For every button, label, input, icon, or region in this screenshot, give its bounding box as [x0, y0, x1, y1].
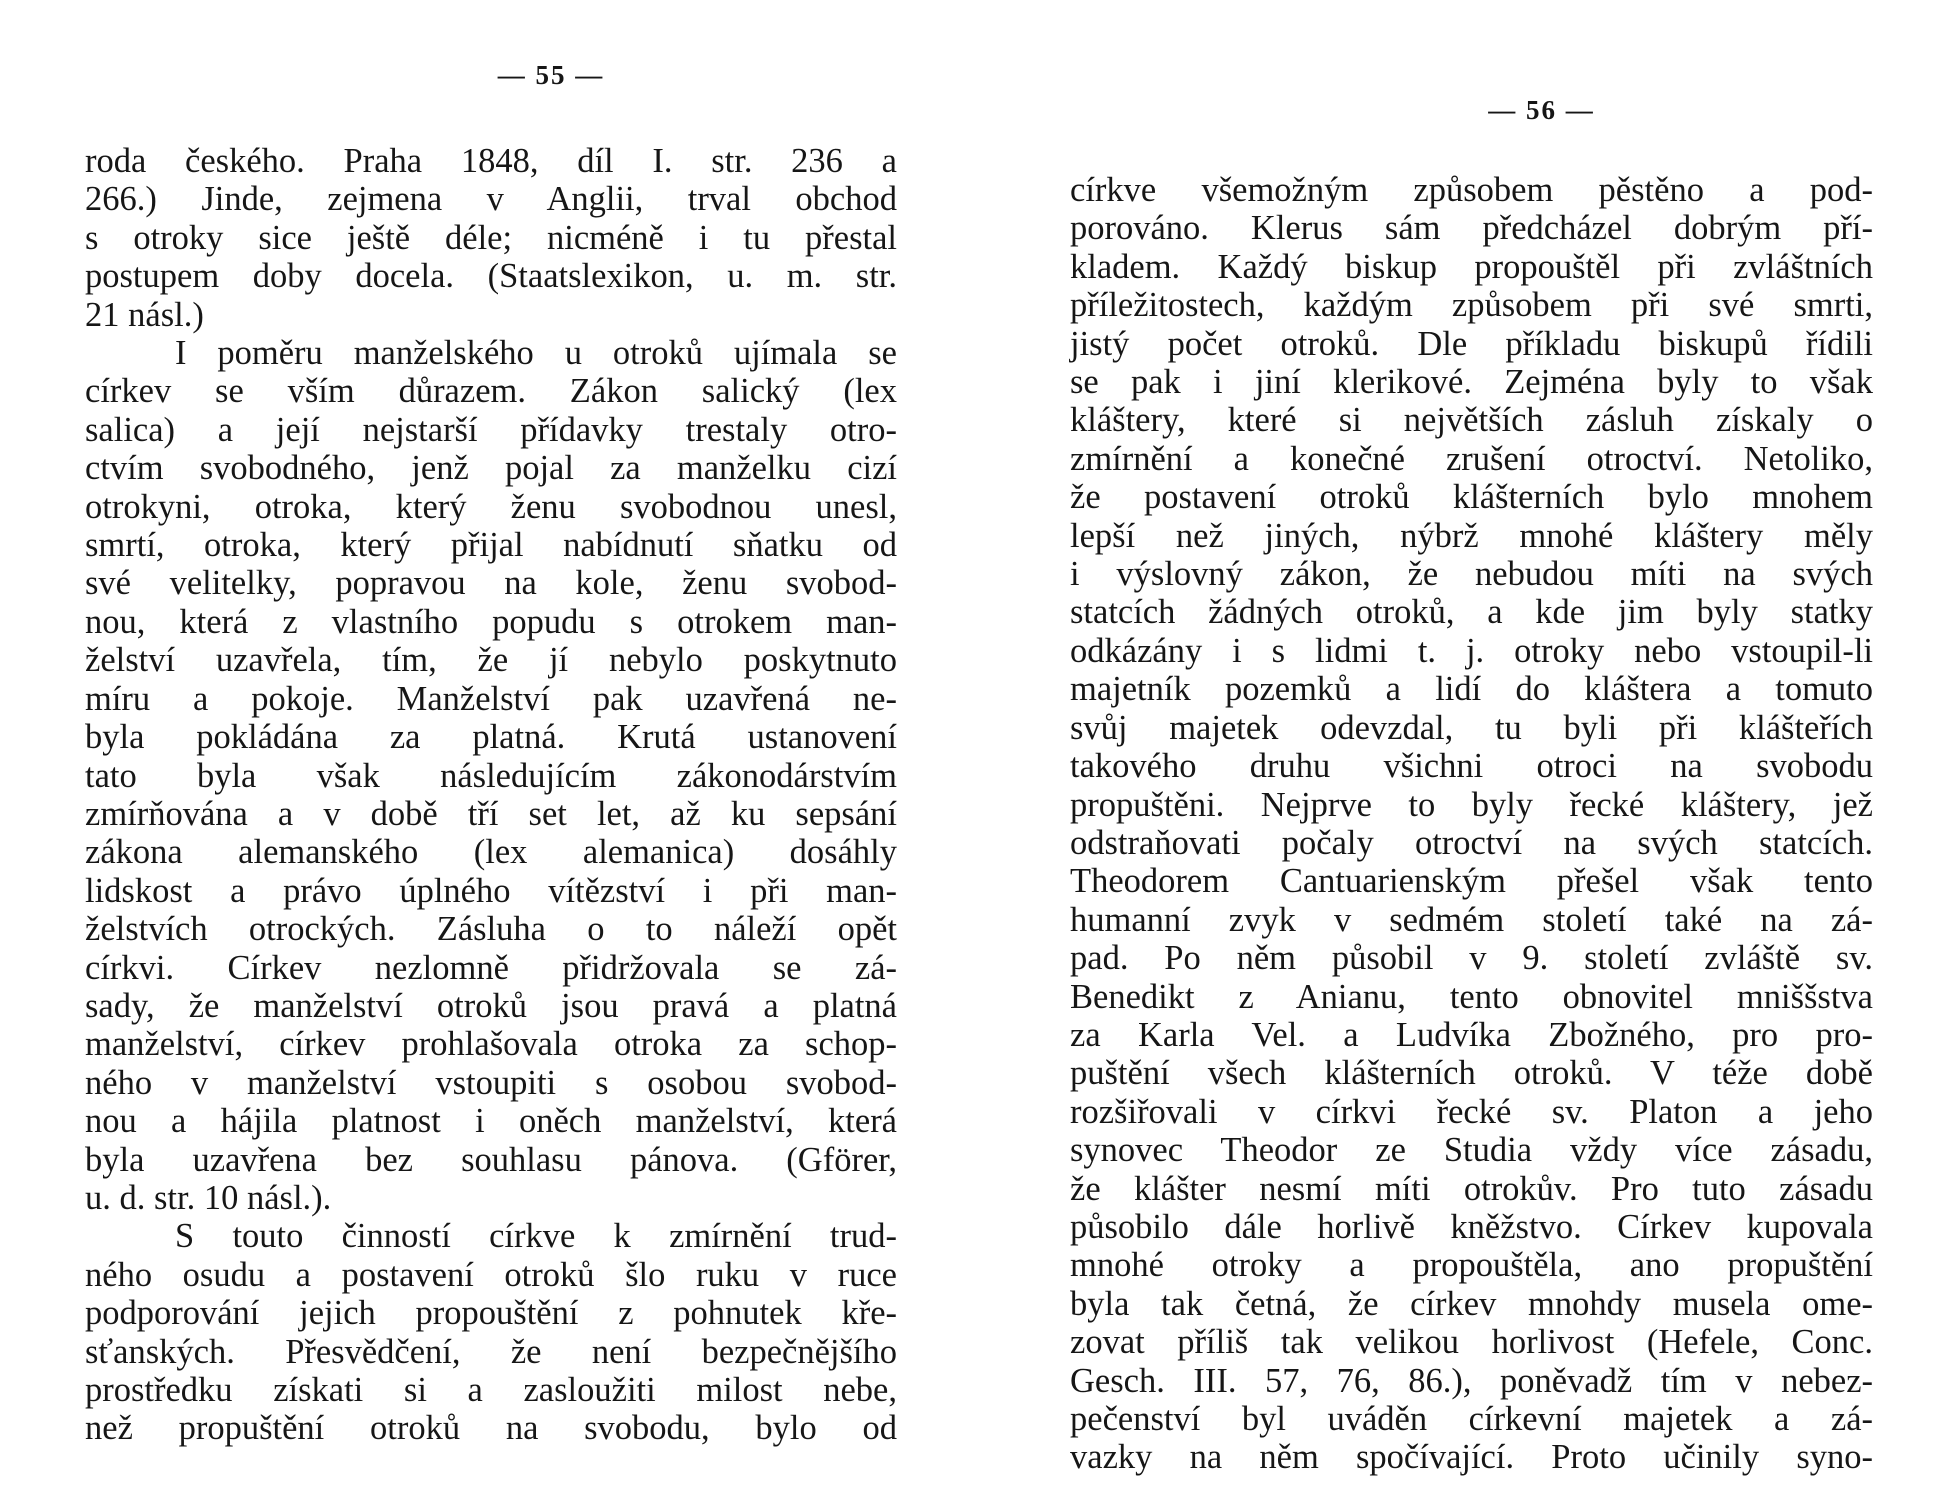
text-line: puštění všech klášterních otroků. V téže době [1070, 1054, 1873, 1093]
text-line: manželství, církev prohlašovala otroka za schop- [85, 1025, 897, 1064]
text-line: jistý počet otroků. Dle příkladu biskupů řídili [1070, 324, 1873, 363]
text-line: ného osudu a postavení otroků šlo ruku v ruce [85, 1255, 897, 1294]
text-line: želstvích otrockých. Zásluha o to náleží opět [85, 910, 897, 949]
text-line: tato byla však následujícím zákonodárstvím [85, 756, 897, 795]
text-line: smrtí, otroka, který přijal nabídnutí sňatku od [85, 526, 897, 565]
text-line: prostředku získati si a zasloužiti milost nebe, [85, 1371, 897, 1409]
text-line: lidskost a právo úplného vítězství i při man- [85, 871, 897, 910]
text-line: pečenství byl uváděn církevní majetek a zá- [1070, 1400, 1873, 1438]
text-line: byla tak četná, že církev mnohdy musela ome- [1070, 1284, 1873, 1323]
text-line: podporování jejich propouštění z pohnutek kře- [85, 1294, 897, 1333]
text-line: než propuštění otroků na svobodu, bylo od [85, 1409, 897, 1448]
text-line: míru a pokoje. Manželství pak uzavřená ne- [85, 679, 897, 718]
text-line: s otroky sice ještě déle; nicméně i tu přestal [85, 218, 897, 257]
text-line: postupem doby docela. (Staatslexikon, u. m. str. [85, 257, 897, 296]
text-line: 21 násl.) [85, 295, 204, 334]
text-line: že klášter nesmí míti otrokův. Pro tuto zásadu [1070, 1169, 1873, 1208]
page-body-text [85, 142, 897, 1448]
text-line: sady, že manželství otroků jsou pravá a platná [85, 986, 897, 1025]
text-line: ného v manželství vstoupiti s osobou svobod- [85, 1063, 897, 1102]
text-line: Benedikt z Anianu, tento obnovitel mniššstva [1070, 977, 1873, 1016]
text-line: roda českého. Praha 1848, díl I. str. 236 a [85, 142, 897, 180]
page-number: — 55 — [497, 60, 605, 90]
text-line: kláštery, které si největších zásluh získaly o [1070, 401, 1873, 440]
text-line: zmírnění a konečné zrušení otroctví. Netoliko, [1070, 439, 1873, 478]
text-line: byla uzavřena bez souhlasu pánova. (Gförer, [85, 1140, 897, 1179]
page-number: — 56 — [1488, 95, 1595, 125]
text-line: zovat příliš tak velikou horlivost (Hefele, Conc. [1070, 1323, 1873, 1362]
text-line: rozšiřovali v církvi řecké sv. Platon a jeho [1070, 1092, 1873, 1131]
text-line: příležitostech, každým způsobem při své smrti, [1070, 286, 1873, 325]
text-line: propuštěni. Nejprve to byly řecké kláštery, jež [1070, 785, 1873, 824]
text-line: odkázány i s lidmi t. j. otroky nebo vstoupil-li [1070, 631, 1873, 670]
text-line: nou a hájila platnost i oněch manželství, která [85, 1102, 897, 1141]
text-line: I poměru manželského u otroků ujímala se [175, 334, 897, 373]
text-line: odstraňovati počaly otroctví na svých statcích. [1070, 823, 1873, 862]
text-line: že postavení otroků klášterních bylo mnohem [1070, 478, 1873, 517]
text-line: majetník pozemků a lidí do kláštera a tomuto [1070, 670, 1873, 709]
text-line: svůj majetek odevzdal, tu byli při klášteřích [1070, 708, 1873, 747]
text-line: církve všemožným způsobem pěstěno a pod- [1070, 171, 1873, 209]
text-line: za Karla Vel. a Ludvíka Zbožného, pro pro- [1070, 1015, 1873, 1054]
text-line: zákona alemanského (lex alemanica) dosáhly [85, 833, 897, 872]
text-line: nou, která z vlastního popudu s otrokem man- [85, 602, 897, 641]
text-line: statcích žádných otroků, a kde jim byly statky [1070, 593, 1873, 632]
text-line: se pak i jiní klerikové. Zejména byly to však [1070, 363, 1873, 402]
text-line: pad. Po něm působil v 9. století zvláště sv. [1070, 939, 1873, 978]
text-line: byla pokládána za platná. Krutá ustanovení [85, 718, 897, 757]
text-line: otrokyni, otroka, který ženu svobodnou unesl, [85, 487, 897, 526]
text-line: salica) a její nejstarší přídavky trestaly otro- [85, 410, 897, 449]
text-line: 266.) Jinde, zejmena v Anglii, trval obchod [85, 180, 897, 219]
text-line: vazky na něm spočívající. Proto učinily syno- [1070, 1438, 1873, 1477]
text-line: humanní zvyk v sedmém století také na zá- [1070, 900, 1873, 939]
page-body-text [1070, 171, 1873, 1477]
text-line: ctvím svobodného, jenž pojal za manželku cizí [85, 449, 897, 488]
text-line: synovec Theodor ze Studia vždy více zásadu, [1070, 1131, 1873, 1170]
text-line: působilo dále horlivě kněžstvo. Církev kupovala [1070, 1207, 1873, 1246]
text-line: církvi. Církev nezlomně přidržovala se zá- [85, 948, 897, 987]
text-line: želství uzavřela, tím, že jí nebylo poskytnuto [85, 641, 897, 680]
text-line: sťanských. Přesvědčení, že není bezpečnějšího [85, 1332, 897, 1371]
text-line: u. d. str. 10 násl.). [85, 1178, 332, 1217]
text-line: S touto činností církve k zmírnění trud- [175, 1217, 897, 1256]
text-line: mnohé otroky a propouštěla, ano propuštění [1070, 1246, 1873, 1285]
text-line: lepší než jiných, nýbrž mnohé kláštery měly [1070, 516, 1873, 555]
text-line: kladem. Každý biskup propouštěl při zvláštních [1070, 247, 1873, 286]
text-line: své velitelky, popravou na kole, ženu svobod- [85, 564, 897, 603]
text-line: Gesch. III. 57, 76, 86.), poněvadž tím v nebez- [1070, 1361, 1873, 1400]
text-line: církev se vším důrazem. Zákon salický (lex [85, 372, 897, 411]
text-line: i výslovný zákon, že nebudou míti na svých [1070, 555, 1873, 594]
text-line: zmírňována a v době tří set let, až ku sepsání [85, 794, 897, 833]
text-line: porováno. Klerus sám předcházel dobrým pří- [1070, 209, 1873, 248]
text-line: Theodorem Cantuarienským přešel však tento [1070, 862, 1873, 901]
text-line: takového druhu všichni otroci na svobodu [1070, 747, 1873, 786]
